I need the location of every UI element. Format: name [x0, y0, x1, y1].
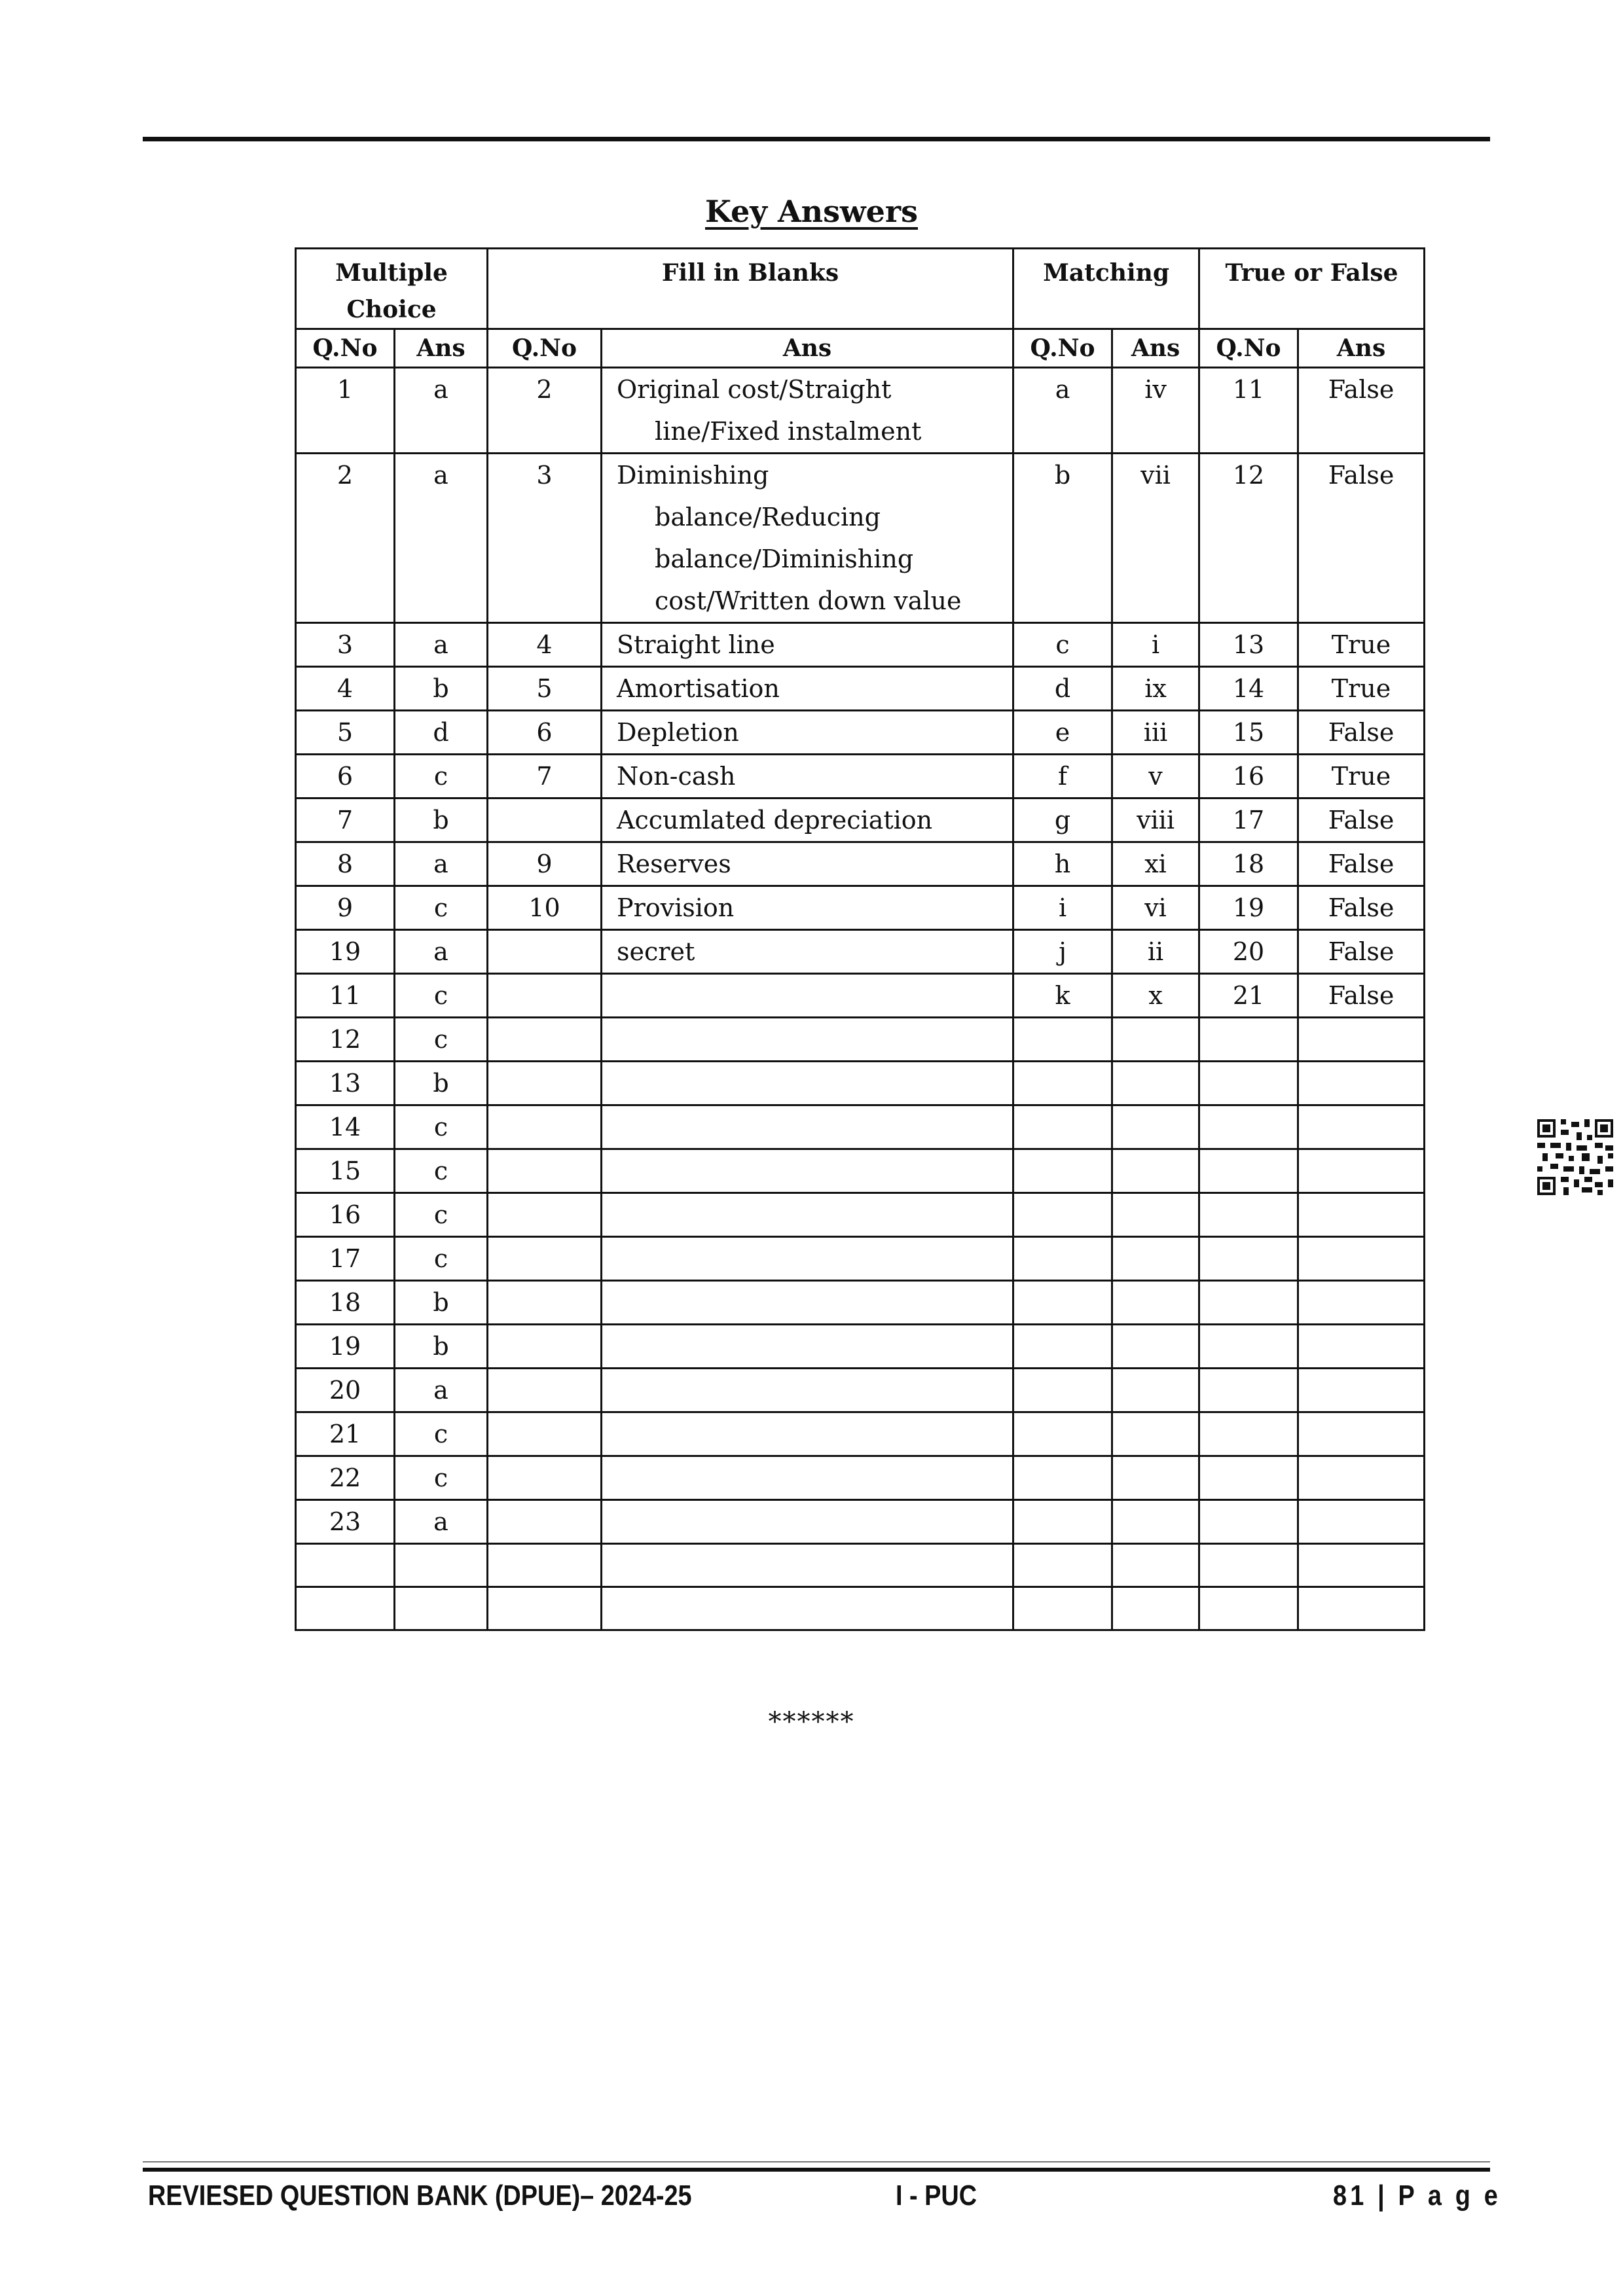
table-cell: [488, 1500, 602, 1544]
table-cell: 13: [1199, 623, 1298, 667]
column-header: Q.No: [296, 329, 395, 368]
table-cell: Accumlated depreciation: [602, 798, 1013, 842]
table-cell: [602, 1456, 1013, 1500]
table-cell: 19: [1199, 886, 1298, 930]
table-cell: vi: [1112, 886, 1199, 930]
table-cell: [1298, 1412, 1425, 1456]
table-cell: True: [1298, 667, 1425, 711]
table-cell: [602, 1500, 1013, 1544]
table-cell: [1298, 1062, 1425, 1105]
table-cell: 13: [296, 1062, 395, 1105]
table-cell: [1298, 1587, 1425, 1630]
table-cell: g: [1013, 798, 1112, 842]
table-cell: 9: [296, 886, 395, 930]
table-row: [296, 1281, 1425, 1325]
table-cell: False: [1298, 368, 1425, 454]
table-cell: a: [395, 623, 488, 667]
table-cell: [1199, 1237, 1298, 1281]
table-cell: [1112, 1193, 1199, 1237]
table-row: [296, 1149, 1425, 1193]
table-cell: b: [395, 1325, 488, 1369]
table-cell: [1199, 1412, 1298, 1456]
table-cell: [1112, 1105, 1199, 1149]
table-cell: 7: [296, 798, 395, 842]
table-cell: [1112, 1281, 1199, 1325]
table-cell: [488, 1587, 602, 1630]
table-row: [296, 1456, 1425, 1500]
table-row: [296, 368, 1425, 454]
table-row: [296, 1412, 1425, 1456]
table-cell: [1013, 1369, 1112, 1412]
table-cell: False: [1298, 798, 1425, 842]
table-cell: [1013, 1149, 1112, 1193]
table-cell: [1013, 1456, 1112, 1500]
table-cell: xi: [1112, 842, 1199, 886]
table-cell: 11: [1199, 368, 1298, 454]
table-cell: [488, 1193, 602, 1237]
table-cell: c: [395, 886, 488, 930]
table-cell: [1199, 1018, 1298, 1062]
table-cell: [488, 1369, 602, 1412]
table-cell: 17: [1199, 798, 1298, 842]
table-cell: True: [1298, 623, 1425, 667]
table-cell: c: [395, 1193, 488, 1237]
table-cell: 23: [296, 1500, 395, 1544]
footer-page-number: 81 | P a g e: [1333, 2179, 1501, 2212]
footer-title: REVIESED QUESTION BANK (DPUE)– 2024-25: [148, 2179, 692, 2212]
table-cell: c: [395, 1018, 488, 1062]
table-row: [296, 842, 1425, 886]
table-cell: [1298, 1500, 1425, 1544]
table-cell: Provision: [602, 886, 1013, 930]
table-cell: 15: [1199, 711, 1298, 755]
table-cell: 21: [296, 1412, 395, 1456]
table-cell: [1298, 1544, 1425, 1587]
table-cell: [1112, 1018, 1199, 1062]
table-cell: True: [1298, 755, 1425, 798]
table-cell: [1013, 1193, 1112, 1237]
table-cell: [488, 1456, 602, 1500]
table-cell: [395, 1544, 488, 1587]
table-cell: [1013, 1105, 1112, 1149]
table-cell: Straight line: [602, 623, 1013, 667]
table-cell: e: [1013, 711, 1112, 755]
table-cell: False: [1298, 974, 1425, 1018]
table-cell: 14: [1199, 667, 1298, 711]
table-row: [296, 1369, 1425, 1412]
table-row: [296, 1105, 1425, 1149]
table-cell: [602, 1018, 1013, 1062]
table-cell: c: [395, 1149, 488, 1193]
table-cell: [1199, 1281, 1298, 1325]
table-cell: [1013, 1587, 1112, 1630]
column-header: Q.No: [1013, 329, 1112, 368]
table-cell: 20: [296, 1369, 395, 1412]
table-cell: [1298, 1369, 1425, 1412]
table-cell: ii: [1112, 930, 1199, 974]
table-cell: iii: [1112, 711, 1199, 755]
table-cell: b: [395, 667, 488, 711]
table-row: [296, 454, 1425, 623]
table-cell: 15: [296, 1149, 395, 1193]
table-cell: viii: [1112, 798, 1199, 842]
table-cell: 16: [296, 1193, 395, 1237]
table-cell: [1298, 1193, 1425, 1237]
table-cell: [1298, 1149, 1425, 1193]
table-row: [296, 930, 1425, 974]
table-cell: a: [1013, 368, 1112, 454]
table-cell: [395, 1587, 488, 1630]
table-cell: [602, 1149, 1013, 1193]
column-header: Q.No: [488, 329, 602, 368]
table-cell: 9: [488, 842, 602, 886]
group-true-or-false: True or False: [1199, 249, 1425, 329]
group-multiple-choice: Multiple Choice: [296, 249, 488, 329]
table-cell: 4: [488, 623, 602, 667]
table-cell: [602, 974, 1013, 1018]
table-cell: [488, 1412, 602, 1456]
table-cell: Non-cash: [602, 755, 1013, 798]
table-cell: [1112, 1369, 1199, 1412]
table-cell: 22: [296, 1456, 395, 1500]
table-cell: 6: [296, 755, 395, 798]
table-cell: [1013, 1062, 1112, 1105]
table-cell: 11: [296, 974, 395, 1018]
table-cell: [1199, 1062, 1298, 1105]
table-row: [296, 667, 1425, 711]
table-cell: [1013, 1325, 1112, 1369]
table-cell: 3: [296, 623, 395, 667]
table-cell: [1298, 1281, 1425, 1325]
table-cell: d: [395, 711, 488, 755]
table-cell: Original cost/Straight line/Fixed instalment: [602, 368, 1013, 454]
end-marker: ******: [768, 1707, 855, 1737]
table-cell: x: [1112, 974, 1199, 1018]
table-cell: 5: [488, 667, 602, 711]
table-cell: [296, 1587, 395, 1630]
table-cell: d: [1013, 667, 1112, 711]
table-cell: 20: [1199, 930, 1298, 974]
table-row: [296, 1500, 1425, 1544]
table-cell: [1112, 1587, 1199, 1630]
table-cell: a: [395, 1369, 488, 1412]
table-cell: [602, 1105, 1013, 1149]
table-row: [296, 1544, 1425, 1587]
table-cell: [296, 1544, 395, 1587]
table-row: [296, 886, 1425, 930]
page-title: Key Answers: [704, 194, 918, 229]
table-cell: 12: [296, 1018, 395, 1062]
table-cell: vii: [1112, 454, 1199, 623]
table-cell: Amortisation: [602, 667, 1013, 711]
table-row: [296, 1237, 1425, 1281]
table-cell: 17: [296, 1237, 395, 1281]
table-cell: [1298, 1456, 1425, 1500]
table-cell: [602, 1062, 1013, 1105]
table-cell: [602, 1325, 1013, 1369]
column-header: Ans: [1298, 329, 1425, 368]
table-cell: j: [1013, 930, 1112, 974]
table-cell: [488, 798, 602, 842]
table-cell: [488, 1105, 602, 1149]
table-cell: [1013, 1412, 1112, 1456]
table-cell: [1199, 1587, 1298, 1630]
table-cell: [1112, 1237, 1199, 1281]
table-cell: Reserves: [602, 842, 1013, 886]
table-cell: False: [1298, 454, 1425, 623]
table-cell: [1112, 1456, 1199, 1500]
table-cell: [488, 974, 602, 1018]
group-matching: Matching: [1013, 249, 1199, 329]
table-cell: Diminishing balance/Reducing balance/Diminishing cost/Written down value: [602, 454, 1013, 623]
table-cell: [1013, 1544, 1112, 1587]
table-cell: Depletion: [602, 711, 1013, 755]
table-cell: b: [1013, 454, 1112, 623]
table-cell: a: [395, 1500, 488, 1544]
table-cell: secret: [602, 930, 1013, 974]
table-cell: iv: [1112, 368, 1199, 454]
table-cell: [488, 1544, 602, 1587]
table-cell: a: [395, 454, 488, 623]
table-cell: i: [1013, 886, 1112, 930]
table-cell: [488, 1237, 602, 1281]
table-cell: [602, 1544, 1013, 1587]
table-cell: 5: [296, 711, 395, 755]
table-row: [296, 623, 1425, 667]
table-cell: [1013, 1281, 1112, 1325]
table-row: [296, 1325, 1425, 1369]
table-cell: [1112, 1412, 1199, 1456]
table-cell: [1199, 1325, 1298, 1369]
table-cell: [602, 1237, 1013, 1281]
table-cell: c: [395, 1456, 488, 1500]
table-cell: 18: [1199, 842, 1298, 886]
table-cell: False: [1298, 930, 1425, 974]
column-header: Ans: [602, 329, 1013, 368]
table-cell: c: [395, 1412, 488, 1456]
table-cell: [602, 1587, 1013, 1630]
column-header: Ans: [1112, 329, 1199, 368]
table-cell: [1013, 1500, 1112, 1544]
table-cell: 2: [296, 454, 395, 623]
table-cell: c: [1013, 623, 1112, 667]
table-cell: [1199, 1456, 1298, 1500]
table-cell: 16: [1199, 755, 1298, 798]
table-row: [296, 755, 1425, 798]
qr-code-icon: [1537, 1119, 1613, 1195]
table-cell: f: [1013, 755, 1112, 798]
table-cell: [1013, 1018, 1112, 1062]
table-cell: False: [1298, 711, 1425, 755]
footer-rule-thin: [143, 2161, 1490, 2162]
table-cell: v: [1112, 755, 1199, 798]
table-cell: k: [1013, 974, 1112, 1018]
table-cell: [1112, 1500, 1199, 1544]
table-cell: 21: [1199, 974, 1298, 1018]
table-cell: a: [395, 930, 488, 974]
table-cell: 8: [296, 842, 395, 886]
table-cell: 14: [296, 1105, 395, 1149]
table-cell: [488, 1325, 602, 1369]
table-cell: [1112, 1325, 1199, 1369]
table-cell: [488, 930, 602, 974]
table-row: [296, 798, 1425, 842]
footer-rule-thick: [143, 2168, 1490, 2172]
key-answers-table: [295, 247, 1425, 1631]
table-cell: c: [395, 1237, 488, 1281]
table-cell: [1298, 1237, 1425, 1281]
table-row: [296, 1587, 1425, 1630]
table-cell: c: [395, 1105, 488, 1149]
table-cell: a: [395, 842, 488, 886]
table-cell: [1199, 1193, 1298, 1237]
table-cell: 19: [296, 930, 395, 974]
column-header: Q.No: [1199, 329, 1298, 368]
table-cell: a: [395, 368, 488, 454]
table-cell: 4: [296, 667, 395, 711]
table-cell: [1199, 1105, 1298, 1149]
table-cell: [1199, 1149, 1298, 1193]
header-rule: [143, 137, 1490, 141]
table-cell: [602, 1193, 1013, 1237]
table-cell: [1199, 1369, 1298, 1412]
table-cell: 19: [296, 1325, 395, 1369]
table-row: [296, 1193, 1425, 1237]
table-cell: [488, 1281, 602, 1325]
table-cell: [1298, 1018, 1425, 1062]
table-cell: [488, 1018, 602, 1062]
table-cell: [1298, 1325, 1425, 1369]
table-cell: 1: [296, 368, 395, 454]
table-cell: i: [1112, 623, 1199, 667]
table-cell: [1112, 1149, 1199, 1193]
table-cell: 3: [488, 454, 602, 623]
table-cell: c: [395, 974, 488, 1018]
table-cell: 7: [488, 755, 602, 798]
table-cell: [1112, 1544, 1199, 1587]
table-cell: 6: [488, 711, 602, 755]
table-cell: [1298, 1105, 1425, 1149]
table-cell: 18: [296, 1281, 395, 1325]
table-row: [296, 1018, 1425, 1062]
table-row: [296, 711, 1425, 755]
table-cell: c: [395, 755, 488, 798]
table-cell: [602, 1281, 1013, 1325]
table-row: [296, 974, 1425, 1018]
table-cell: [602, 1412, 1013, 1456]
table-cell: False: [1298, 842, 1425, 886]
table-cell: 10: [488, 886, 602, 930]
table-cell: [602, 1369, 1013, 1412]
table-cell: h: [1013, 842, 1112, 886]
table-cell: [488, 1149, 602, 1193]
table-cell: [1112, 1062, 1199, 1105]
table-cell: b: [395, 1281, 488, 1325]
table-cell: b: [395, 798, 488, 842]
table-cell: False: [1298, 886, 1425, 930]
footer-class: I - PUC: [896, 2179, 977, 2212]
table-cell: 12: [1199, 454, 1298, 623]
table-cell: [1199, 1500, 1298, 1544]
group-fill-in-blanks: Fill in Blanks: [488, 249, 1013, 329]
table-row: [296, 1062, 1425, 1105]
table-cell: [488, 1062, 602, 1105]
table-cell: 2: [488, 368, 602, 454]
column-header: Ans: [395, 329, 488, 368]
table-cell: [1013, 1237, 1112, 1281]
table-cell: [1199, 1544, 1298, 1587]
table-cell: ix: [1112, 667, 1199, 711]
table-cell: b: [395, 1062, 488, 1105]
